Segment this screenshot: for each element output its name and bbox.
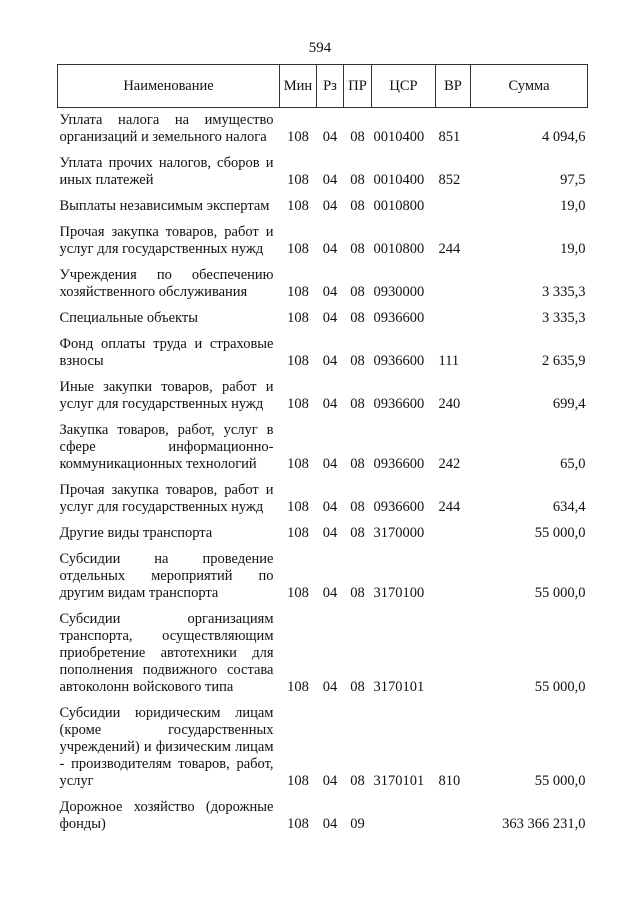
table-row bbox=[58, 150, 588, 193]
row-pr: 08 bbox=[350, 679, 365, 695]
row-vr: 111 bbox=[438, 353, 460, 369]
table-row bbox=[58, 520, 588, 546]
table-row bbox=[58, 262, 588, 305]
row-sum: 363 366 231,0 bbox=[502, 816, 586, 832]
row-sum: 65,0 bbox=[560, 456, 586, 472]
row-pr: 08 bbox=[350, 241, 365, 257]
row-csr: 0010800 bbox=[373, 198, 425, 214]
row-csr: 0936600 bbox=[373, 456, 425, 472]
row-sum: 4 094,6 bbox=[542, 129, 586, 145]
row-csr: 3170101 bbox=[373, 773, 425, 789]
row-sum: 19,0 bbox=[560, 198, 586, 214]
table-row bbox=[58, 417, 588, 477]
table-row bbox=[58, 305, 588, 331]
row-name: Закупка товаров, работ, услуг в сфере информационно-коммуникационных технологий bbox=[59, 422, 274, 472]
row-name: Прочая закупка товаров, работ и услуг для государственных нужд bbox=[59, 224, 274, 257]
row-sum: 3 335,3 bbox=[542, 284, 586, 300]
row-pr: 08 bbox=[350, 198, 365, 214]
row-min: 108 bbox=[287, 525, 309, 541]
row-vr bbox=[436, 305, 471, 331]
row-min: 108 bbox=[287, 773, 309, 789]
row-min: 108 bbox=[287, 353, 309, 369]
row-vr bbox=[436, 606, 471, 700]
row-sum: 55 000,0 bbox=[534, 525, 586, 541]
row-name: Специальные объекты bbox=[59, 310, 198, 326]
table-row bbox=[58, 794, 588, 837]
row-pr: 08 bbox=[350, 525, 365, 541]
table-row bbox=[58, 700, 588, 794]
row-sum: 2 635,9 bbox=[542, 353, 586, 369]
column-header-vr: ВР bbox=[436, 65, 471, 108]
row-vr: 852 bbox=[438, 172, 461, 188]
row-name: Уплата прочих налогов, сборов и иных платежей bbox=[59, 155, 274, 188]
row-rz: 04 bbox=[322, 353, 338, 369]
row-csr: 3170000 bbox=[373, 525, 425, 541]
row-pr: 08 bbox=[350, 585, 365, 601]
row-rz: 04 bbox=[322, 129, 338, 145]
row-pr: 08 bbox=[350, 456, 365, 472]
row-sum: 55 000,0 bbox=[534, 679, 586, 695]
row-name: Субсидии юридическим лицам (кроме государственных учреждений) и физическим лицам - производителям товаров, работ, услуг bbox=[59, 705, 274, 789]
row-vr bbox=[436, 520, 471, 546]
column-header-sum: Сумма bbox=[471, 65, 588, 108]
row-min: 108 bbox=[287, 241, 309, 257]
row-min: 108 bbox=[287, 679, 309, 695]
row-csr: 3170100 bbox=[373, 585, 425, 601]
row-min: 108 bbox=[287, 499, 309, 515]
table-row bbox=[58, 108, 588, 151]
column-header-pr: ПР bbox=[344, 65, 372, 108]
row-rz: 04 bbox=[322, 172, 338, 188]
column-header-name: Наименование bbox=[58, 65, 280, 108]
row-pr: 08 bbox=[350, 284, 365, 300]
row-vr bbox=[436, 262, 471, 305]
table-header bbox=[58, 65, 588, 108]
row-min: 108 bbox=[287, 585, 309, 601]
table-row bbox=[58, 477, 588, 520]
row-vr bbox=[436, 546, 471, 606]
row-vr: 851 bbox=[438, 129, 461, 145]
row-pr: 08 bbox=[350, 353, 365, 369]
row-sum: 634,4 bbox=[552, 499, 586, 515]
row-csr: 0936600 bbox=[373, 310, 425, 326]
row-csr: 3170101 bbox=[373, 679, 425, 695]
row-rz: 04 bbox=[322, 241, 338, 257]
row-vr: 242 bbox=[438, 456, 461, 472]
row-csr bbox=[372, 794, 436, 837]
row-name: Дорожное хозяйство (дорожные фонды) bbox=[59, 799, 274, 832]
row-pr: 09 bbox=[350, 816, 365, 832]
row-rz: 04 bbox=[322, 773, 338, 789]
row-min: 108 bbox=[287, 129, 309, 145]
table-row bbox=[58, 219, 588, 262]
row-name: Выплаты независимым экспертам bbox=[59, 198, 270, 214]
table-row bbox=[58, 606, 588, 700]
row-vr: 244 bbox=[438, 499, 461, 515]
row-pr: 08 bbox=[350, 310, 365, 326]
row-min: 108 bbox=[287, 816, 309, 832]
table-header-row bbox=[58, 65, 588, 108]
row-min: 108 bbox=[287, 172, 309, 188]
table-row bbox=[58, 331, 588, 374]
row-min: 108 bbox=[287, 456, 309, 472]
row-name: Субсидии организациям транспорта, осуществляющим приобретение автотехники для пополнения подвижного состава автоколонн войскового типа bbox=[59, 611, 274, 695]
row-rz: 04 bbox=[322, 198, 338, 214]
row-rz: 04 bbox=[322, 816, 338, 832]
row-rz: 04 bbox=[322, 456, 338, 472]
row-name: Фонд оплаты труда и страховые взносы bbox=[59, 336, 274, 369]
row-csr: 0936600 bbox=[373, 499, 425, 515]
row-sum: 699,4 bbox=[552, 396, 586, 412]
row-rz: 04 bbox=[322, 396, 338, 412]
row-vr bbox=[436, 794, 471, 837]
row-rz: 04 bbox=[322, 585, 338, 601]
table-body bbox=[58, 108, 588, 838]
row-name: Учреждения по обеспечению хозяйственного обслуживания bbox=[59, 267, 274, 300]
table-row bbox=[58, 374, 588, 417]
table-row bbox=[58, 546, 588, 606]
row-min: 108 bbox=[287, 396, 309, 412]
row-pr: 08 bbox=[350, 773, 365, 789]
row-pr: 08 bbox=[350, 396, 365, 412]
row-name: Другие виды транспорта bbox=[59, 525, 213, 541]
row-pr: 08 bbox=[350, 499, 365, 515]
row-vr bbox=[436, 193, 471, 219]
row-rz: 04 bbox=[322, 679, 338, 695]
row-rz: 04 bbox=[322, 499, 338, 515]
column-header-min: Мин bbox=[280, 65, 317, 108]
row-vr: 810 bbox=[438, 773, 461, 789]
row-csr: 0936600 bbox=[373, 396, 425, 412]
row-min: 108 bbox=[287, 198, 309, 214]
row-sum: 3 335,3 bbox=[542, 310, 586, 326]
row-sum: 55 000,0 bbox=[534, 773, 586, 789]
row-vr: 240 bbox=[438, 396, 461, 412]
row-sum: 97,5 bbox=[560, 172, 586, 188]
row-name: Субсидии на проведение отдельных мероприятий по другим видам транспорта bbox=[59, 551, 274, 601]
row-min: 108 bbox=[287, 310, 309, 326]
row-rz: 04 bbox=[322, 310, 338, 326]
row-name: Иные закупки товаров, работ и услуг для государственных нужд bbox=[59, 379, 274, 412]
budget-table bbox=[57, 64, 588, 837]
row-sum: 19,0 bbox=[560, 241, 586, 257]
table-row bbox=[58, 193, 588, 219]
column-header-csr: ЦСР bbox=[372, 65, 436, 108]
row-csr: 0010400 bbox=[373, 172, 425, 188]
row-csr: 0010800 bbox=[373, 241, 425, 257]
row-name: Уплата налога на имущество организаций и земельного налога bbox=[59, 112, 274, 145]
row-sum: 55 000,0 bbox=[534, 585, 586, 601]
row-csr: 0010400 bbox=[373, 129, 425, 145]
row-rz: 04 bbox=[322, 525, 338, 541]
row-csr: 0936600 bbox=[373, 353, 425, 369]
row-min: 108 bbox=[287, 284, 309, 300]
row-pr: 08 bbox=[350, 129, 365, 145]
row-vr: 244 bbox=[438, 241, 461, 257]
row-rz: 04 bbox=[322, 284, 338, 300]
row-csr: 0930000 bbox=[373, 284, 425, 300]
row-name: Прочая закупка товаров, работ и услуг для государственных нужд bbox=[59, 482, 274, 515]
column-header-rz: Рз bbox=[317, 65, 344, 108]
row-pr: 08 bbox=[350, 172, 365, 188]
page-number: 594 bbox=[308, 40, 332, 56]
